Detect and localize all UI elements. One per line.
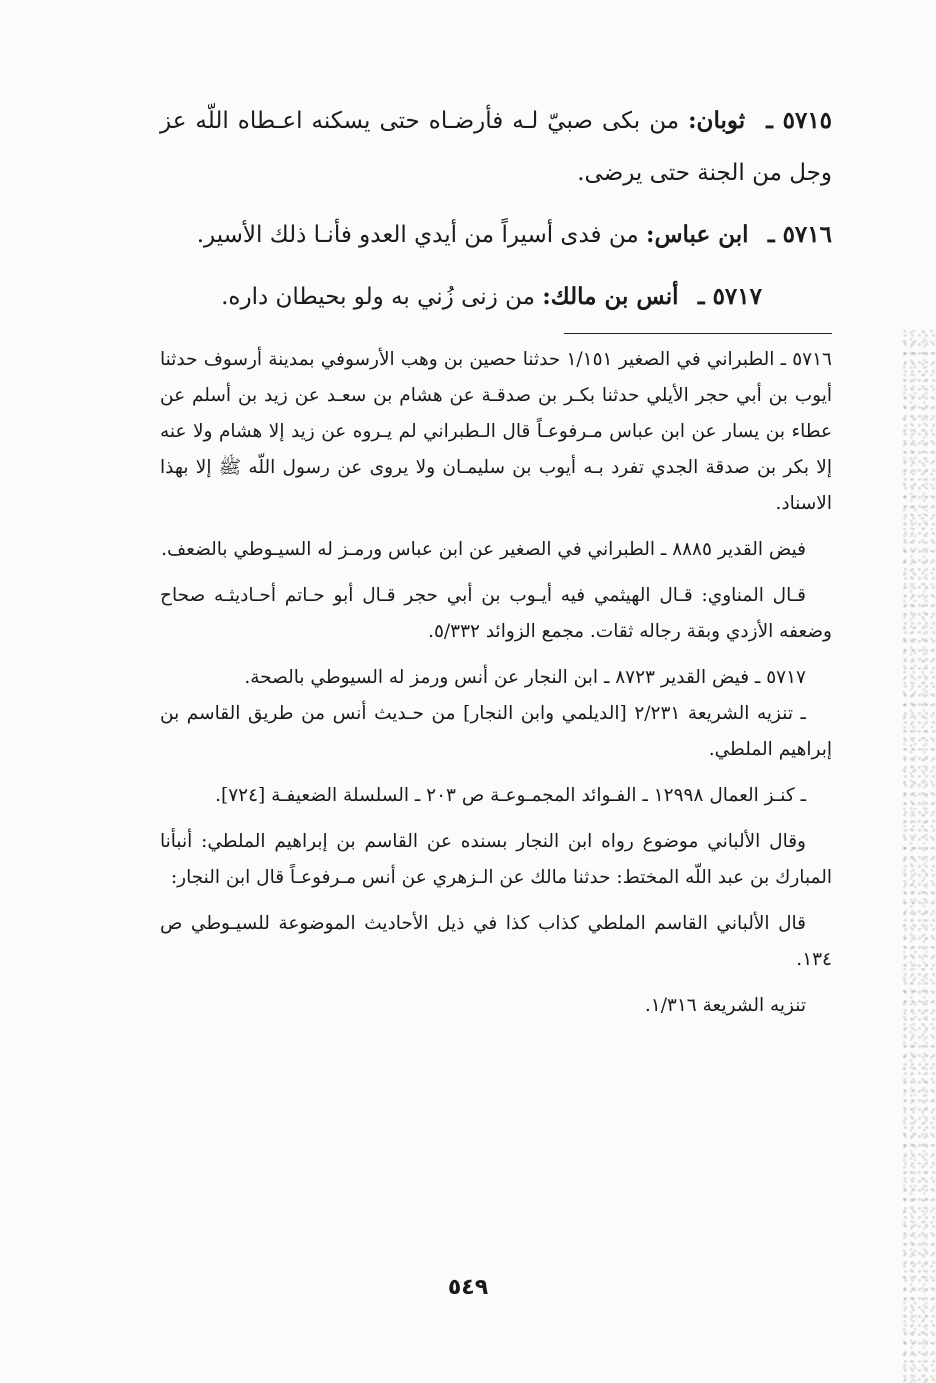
page-body	[160, 95, 832, 1034]
page-edge-speckle	[902, 330, 936, 1383]
hadith-number: ٥٧١٧ ـ	[697, 283, 762, 310]
footnote-divider	[564, 333, 832, 334]
footnote-5717: ٥٧١٧ ـ فيض القدير ٨٧٢٣ ـ ابن النجار عن أنس ورمز له السيوطي بالصحة.	[244, 667, 806, 688]
hadith-5715	[160, 95, 832, 199]
hadith-narrator: أنس بن مالك:	[542, 283, 679, 310]
footnote-tanzih-2: تنزيه الشريعة ١/٣١٦.	[644, 995, 806, 1016]
hadith-text: من زنى زُني به ولو بحيطان داره.	[221, 284, 535, 310]
hadith-text: من فدى أسيراً من أيدي العدو فأنـا ذلك الأسير.	[196, 222, 639, 248]
hadith-number: ٥٧١٦ ـ	[767, 221, 832, 248]
footnote-faid-alqadir: فيض القدير ٨٨٨٥ ـ الطبراني في الصغير عن ابن عباس ورمـز له السيـوطي بالضعف.	[161, 539, 806, 560]
footnote-5716: ٥٧١٦ ـ الطبراني في الصغير ١/١٥١ حدثنا حصين بن وهب الأرسوفي بمدينة أرسوف حدثنا أيوب بن أبي حجر الأيلي حدثنا بكـر بن صدقـة عن هشام بن سعـد عن زيد بن أسلم عن عطاء بن يسار عن ابن عباس مـرفوعـاً قال الـطبراني لم يـروه عن زيد إلا هشام ولا عنه إلا بكر بن صدقة الجدي تفرد بـه أيوب بن سليمـان ولا يروى عن رسول اللّه ﷺ إلا بهذا الاسناد.	[160, 349, 832, 514]
hadith-narrator: ثوبان:	[688, 107, 746, 134]
footnote-kanz: ـ كنـز العمال ١٢٩٩٨ ـ الفـوائد المجمـوعـة ص ٢٠٣ ـ السلسلة الضعيفـة [٧٢٤].	[215, 785, 806, 806]
footnote-tanzih: ـ تنزيه الشريعة ٢/٢٣١ [الديلمي وابن النجار] من حـديث أنس من طريق القاسم بن إبراهيم الملطي.	[160, 703, 832, 760]
hadith-5716	[160, 209, 832, 261]
hadith-narrator: ابن عباس:	[645, 221, 749, 248]
footnote-albani-1: وقال الألباني موضوع رواه ابن النجار بسنده عن القاسم بن إبراهيم الملطي: أنبأنا المبارك بن عبد اللّه المختط: حدثنا مالك عن الـزهري عن أنس مـرفوعـاً قال ابن النجار:	[160, 831, 832, 888]
footnote-albani-2: قال الألباني القاسم الملطي كذاب كذا في ذيل الأحاديث الموضوعة للسيـوطي ص ١٣٤.	[160, 913, 832, 970]
hadith-number: ٥٧١٥ ـ	[766, 107, 833, 134]
footnote-munawi: قـال المناوي: قـال الهيثمي فيه أيـوب بن أبي حجر قـال أبو حـاتم أحـاديثـه صحاح وضعفه الأزدي وبقة رجاله ثقات. مجمع الزوائد ٥/٣٣٢.	[160, 585, 832, 642]
hadith-5717	[160, 271, 832, 323]
hadith-text: من بكى صبيّ لـه فأرضـاه حتى يسكنه اعـطاه اللّه عز وجل من الجنة حتى يرضى.	[160, 108, 832, 186]
page-number: ٥٤٩	[447, 1275, 489, 1300]
